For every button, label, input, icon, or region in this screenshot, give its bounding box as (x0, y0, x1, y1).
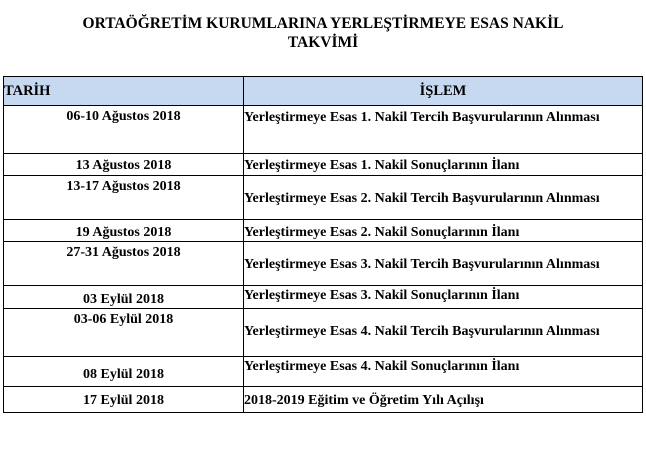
row-action-text: Yerleştirmeye Esas 3. Nakil Tercih Başvurularının Alınması (244, 257, 600, 272)
table-row (4, 309, 643, 357)
row-date: 03-06 Eylül 2018 (4, 309, 244, 357)
table-row (4, 286, 643, 309)
row-action (244, 106, 643, 154)
table-row (4, 154, 643, 176)
row-date: 08 Eylül 2018 (4, 357, 244, 387)
row-action (244, 220, 643, 242)
row-date: 06-10 Ağustos 2018 (4, 106, 244, 154)
table-header-row (4, 77, 643, 106)
row-action (244, 176, 643, 220)
row-date: 03 Eylül 2018 (4, 286, 244, 309)
table-row (4, 357, 643, 387)
row-action-text: Yerleştirmeye Esas 4. Nakil Tercih Başvurularının Alınması (244, 324, 600, 339)
row-action-text: 2018-2019 Eğitim ve Öğretim Yılı Açılışı (244, 393, 484, 408)
row-date: 27-31 Ağustos 2018 (4, 242, 244, 286)
row-action (244, 387, 643, 413)
document-title (0, 14, 646, 52)
row-action-text: Yerleştirmeye Esas 1. Nakil Sonuçlarının İlanı (244, 158, 520, 173)
table-row (4, 242, 643, 286)
table-row (4, 387, 643, 413)
row-action-text: Yerleştirmeye Esas 2. Nakil Sonuçlarının İlanı (244, 225, 520, 240)
row-date: 19 Ağustos 2018 (4, 220, 244, 242)
title-line-1: ORTAÖĞRETİM KURUMLARINA YERLEŞTİRMEYE ESAS NAKİL (82, 15, 564, 32)
table-row (4, 106, 643, 154)
header-action: İŞLEM (244, 77, 643, 106)
row-action-text: Yerleştirmeye Esas 2. Nakil Tercih Başvurularının Alınması (244, 191, 600, 206)
row-action (244, 309, 643, 357)
title-line-2: TAKVİMİ (287, 34, 359, 51)
row-action (244, 286, 643, 309)
row-action (244, 154, 643, 176)
row-date: 17 Eylül 2018 (4, 387, 244, 413)
row-date: 13-17 Ağustos 2018 (4, 176, 244, 220)
row-action-text: Yerleştirmeye Esas 4. Nakil Sonuçlarının İlanı (244, 359, 520, 374)
transfer-schedule-table (3, 76, 643, 413)
table-row (4, 220, 643, 242)
header-date: TARİH (4, 77, 244, 106)
row-action (244, 357, 643, 387)
table-row (4, 176, 643, 220)
row-action-text: Yerleştirmeye Esas 3. Nakil Sonuçlarının İlanı (244, 288, 520, 303)
row-date: 13 Ağustos 2018 (4, 154, 244, 176)
row-action (244, 242, 643, 286)
row-action-text: Yerleştirmeye Esas 1. Nakil Tercih Başvurularının Alınması (244, 110, 600, 125)
